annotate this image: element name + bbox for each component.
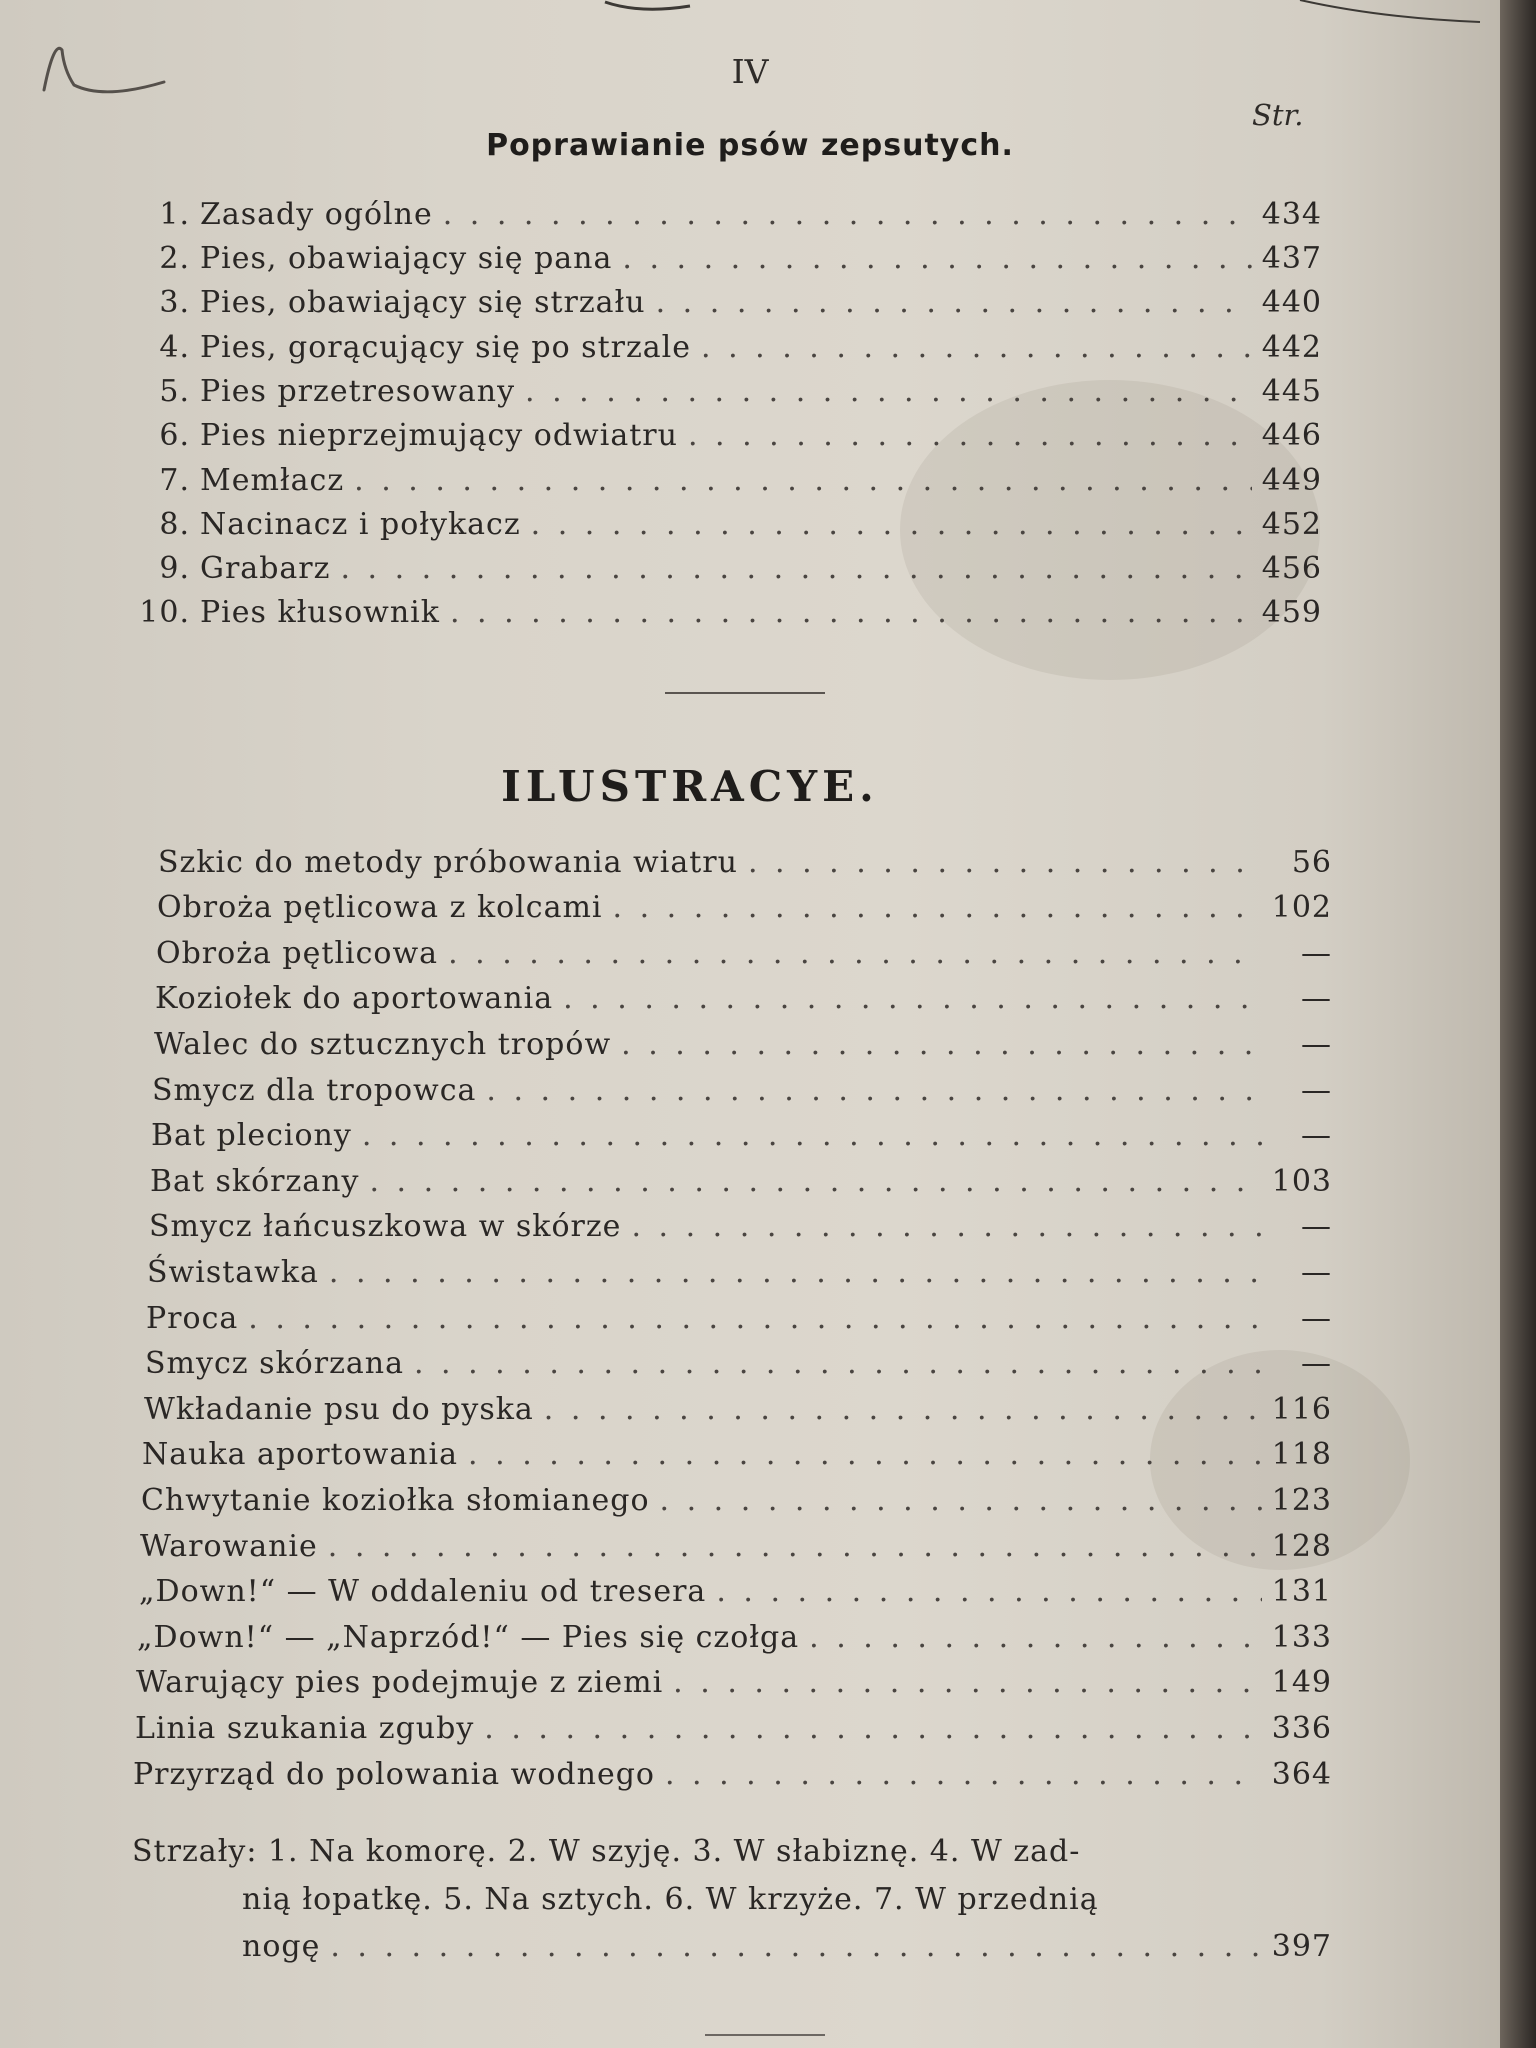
dot-leader — [544, 1392, 1262, 1427]
illustration-page: 123 — [1271, 1483, 1332, 1518]
illustration-row — [137, 1615, 1332, 1655]
illustration-row — [147, 1250, 1332, 1290]
illustration-page: 102 — [1271, 890, 1332, 925]
illustration-label: nogę — [242, 1929, 321, 1964]
dot-leader — [613, 890, 1262, 925]
dot-leader — [665, 1757, 1262, 1792]
dot-leader — [688, 418, 1252, 453]
illustration-page: 397 — [1271, 1929, 1332, 1964]
illustration-row — [150, 1159, 1332, 1199]
dot-leader — [484, 1711, 1261, 1746]
illustration-label: „Down!“ — W oddaleniu od tresera — [139, 1574, 707, 1609]
dot-leader — [354, 463, 1252, 498]
illustration-page: 103 — [1271, 1164, 1332, 1199]
toc-label: Pies przetresowany — [200, 374, 516, 409]
illustration-row — [139, 1569, 1332, 1609]
toc-number: 2. — [159, 241, 190, 276]
section-title: ILUSTRACYE. — [501, 762, 879, 811]
illustration-label: Proca — [146, 1301, 239, 1336]
illustration-page: — — [1301, 936, 1332, 971]
illustration-page: 128 — [1271, 1529, 1332, 1564]
dot-leader — [330, 1929, 1261, 1964]
illustration-row — [144, 1387, 1332, 1427]
illustration-label: Wkładanie psu do pyska — [144, 1392, 534, 1427]
illustration-row — [155, 976, 1332, 1016]
illustration-page: 133 — [1271, 1620, 1332, 1655]
illustration-label: Obroża pętlicowa — [156, 936, 439, 971]
dot-leader — [448, 936, 1262, 971]
toc-page: 434 — [1261, 197, 1322, 232]
toc-page: 456 — [1261, 551, 1322, 586]
toc-number: 6. — [159, 418, 190, 453]
dot-leader — [716, 1574, 1261, 1609]
toc-number: 8. — [159, 507, 190, 542]
toc-row — [130, 192, 1322, 232]
illustration-page: 149 — [1271, 1665, 1332, 1700]
dot-leader — [450, 595, 1252, 630]
dot-leader — [622, 241, 1251, 276]
dot-leader — [340, 551, 1251, 586]
toc-page: 449 — [1261, 463, 1322, 498]
dot-leader — [468, 1437, 1262, 1472]
toc-row — [130, 325, 1322, 365]
illustration-label: Obroża pętlicowa z kolcami — [157, 890, 603, 925]
toc-row — [130, 546, 1322, 586]
illustration-row — [135, 1706, 1332, 1746]
toc-number: 1. — [159, 197, 190, 232]
pencil-mark-icon — [34, 30, 194, 110]
illustration-label: Szkic do metody próbowania wiatru — [158, 845, 738, 880]
illustration-row — [146, 1296, 1332, 1336]
illustration-page: — — [1301, 1301, 1332, 1336]
illustration-label: „Down!“ — „Naprzód!“ — Pies się czołga — [137, 1620, 800, 1655]
illustration-page: 364 — [1271, 1757, 1332, 1792]
dot-leader — [369, 1164, 1261, 1199]
dot-leader — [414, 1346, 1262, 1381]
illustration-page: — — [1301, 1118, 1332, 1153]
illustration-page: 336 — [1271, 1711, 1332, 1746]
dot-leader — [563, 981, 1262, 1016]
illustration-row — [141, 1478, 1332, 1518]
illustration-label: Chwytanie koziołka słomianego — [141, 1483, 650, 1518]
illustration-label: Nauka aportowania — [142, 1437, 459, 1472]
illustration-page: 131 — [1271, 1574, 1332, 1609]
toc-number: 4. — [159, 330, 190, 365]
toc-label: Pies, obawiający się strzału — [200, 285, 646, 320]
dot-leader — [631, 1209, 1262, 1244]
page-column-label: Str. — [1252, 98, 1304, 132]
illustration-label: Świstawka — [147, 1255, 319, 1290]
book-spine — [1500, 0, 1536, 2048]
toc-label: Zasady ogólne — [200, 197, 433, 232]
section-title: Poprawianie psów zepsutych. — [486, 128, 1014, 163]
toc-number: 5. — [159, 374, 190, 409]
illustration-row — [142, 1432, 1332, 1472]
illustration-row — [154, 1022, 1332, 1062]
illustration-page: 116 — [1271, 1392, 1332, 1427]
ink-scribble-icon — [600, 0, 1500, 30]
illustration-row — [140, 1524, 1332, 1564]
illustration-page: — — [1301, 1346, 1332, 1381]
toc-row — [130, 502, 1322, 542]
toc-row — [130, 458, 1322, 498]
toc-label: Pies, gorącujący się po strzale — [200, 330, 692, 365]
dot-leader — [748, 845, 1262, 880]
toc-row — [130, 413, 1322, 453]
illustration-page: — — [1301, 981, 1332, 1016]
toc-page: 452 — [1261, 507, 1322, 542]
illustration-multiline-second: nią łopatkę. 5. Na sztych. 6. W krzyże. 7. W przednią — [242, 1882, 1099, 1917]
illustration-row — [149, 1204, 1332, 1244]
toc-number: 10. — [139, 595, 190, 630]
illustration-label: Bat pleciony — [151, 1118, 352, 1153]
illustration-page: — — [1301, 1073, 1332, 1108]
toc-number: 3. — [159, 285, 190, 320]
illustration-page: — — [1301, 1209, 1332, 1244]
illustration-label: Linia szukania zguby — [135, 1711, 475, 1746]
toc-label: Memłacz — [200, 463, 345, 498]
illustration-page: 118 — [1271, 1437, 1332, 1472]
toc-label: Pies nieprzejmujący odwiatru — [200, 418, 678, 453]
bottom-rule — [705, 2034, 825, 2036]
illustration-label: Smycz skórzana — [145, 1346, 404, 1381]
illustration-multiline-first: Strzały: 1. Na komorę. 2. W szyję. 3. W słabiznę. 4. W zad- — [132, 1834, 1081, 1869]
illustration-page: 56 — [1291, 845, 1332, 880]
dot-leader — [443, 197, 1252, 232]
illustration-label: Koziołek do aportowania — [155, 981, 554, 1016]
section-divider — [665, 692, 825, 694]
dot-leader — [362, 1118, 1262, 1153]
toc-page: 446 — [1261, 418, 1322, 453]
illustration-row — [156, 931, 1332, 971]
toc-page: 442 — [1261, 330, 1322, 365]
dot-leader — [673, 1665, 1262, 1700]
toc-page: 459 — [1261, 595, 1322, 630]
toc-label: Grabarz — [200, 551, 331, 586]
dot-leader — [329, 1255, 1262, 1290]
page-number-roman: IV — [731, 52, 769, 91]
dot-leader — [621, 1027, 1262, 1062]
toc-page: 445 — [1261, 374, 1322, 409]
illustration-page: — — [1301, 1255, 1332, 1290]
toc-number: 7. — [159, 463, 190, 498]
illustration-row — [136, 1660, 1332, 1700]
toc-page: 440 — [1261, 285, 1322, 320]
illustration-label: Walec do sztucznych tropów — [154, 1027, 612, 1062]
dot-leader — [656, 285, 1252, 320]
dot-leader — [809, 1620, 1262, 1655]
illustration-label: Przyrząd do polowania wodnego — [133, 1757, 655, 1792]
toc-number: 9. — [159, 551, 190, 586]
dot-leader — [701, 330, 1252, 365]
toc-row — [130, 590, 1322, 630]
dot-leader — [328, 1529, 1262, 1564]
toc-row — [130, 236, 1322, 276]
dot-leader — [248, 1301, 1262, 1336]
toc-page: 437 — [1261, 241, 1322, 276]
illustration-label: Smycz dla tropowca — [152, 1073, 477, 1108]
toc-row — [130, 369, 1322, 409]
illustration-label: Warujący pies podejmuje z ziemi — [136, 1665, 664, 1700]
illustration-label: Warowanie — [140, 1529, 318, 1564]
illustration-label: Smycz łańcuszkowa w skórze — [149, 1209, 622, 1244]
illustration-row — [145, 1341, 1332, 1381]
toc-row — [130, 280, 1322, 320]
dot-leader — [486, 1073, 1262, 1108]
illustration-row — [158, 840, 1332, 880]
toc-label: Nacinacz i połykacz — [200, 507, 521, 542]
dot-leader — [525, 374, 1252, 409]
dot-leader — [660, 1483, 1262, 1518]
illustration-label: Bat skórzany — [150, 1164, 360, 1199]
illustration-row — [242, 1924, 1332, 1964]
illustration-row — [152, 1068, 1332, 1108]
illustration-page: — — [1301, 1027, 1332, 1062]
illustration-row — [151, 1113, 1332, 1153]
illustration-row — [157, 885, 1332, 925]
toc-label: Pies, obawiający się pana — [200, 241, 613, 276]
toc-label: Pies kłusownik — [200, 595, 440, 630]
illustration-row — [133, 1752, 1332, 1792]
dot-leader — [531, 507, 1252, 542]
